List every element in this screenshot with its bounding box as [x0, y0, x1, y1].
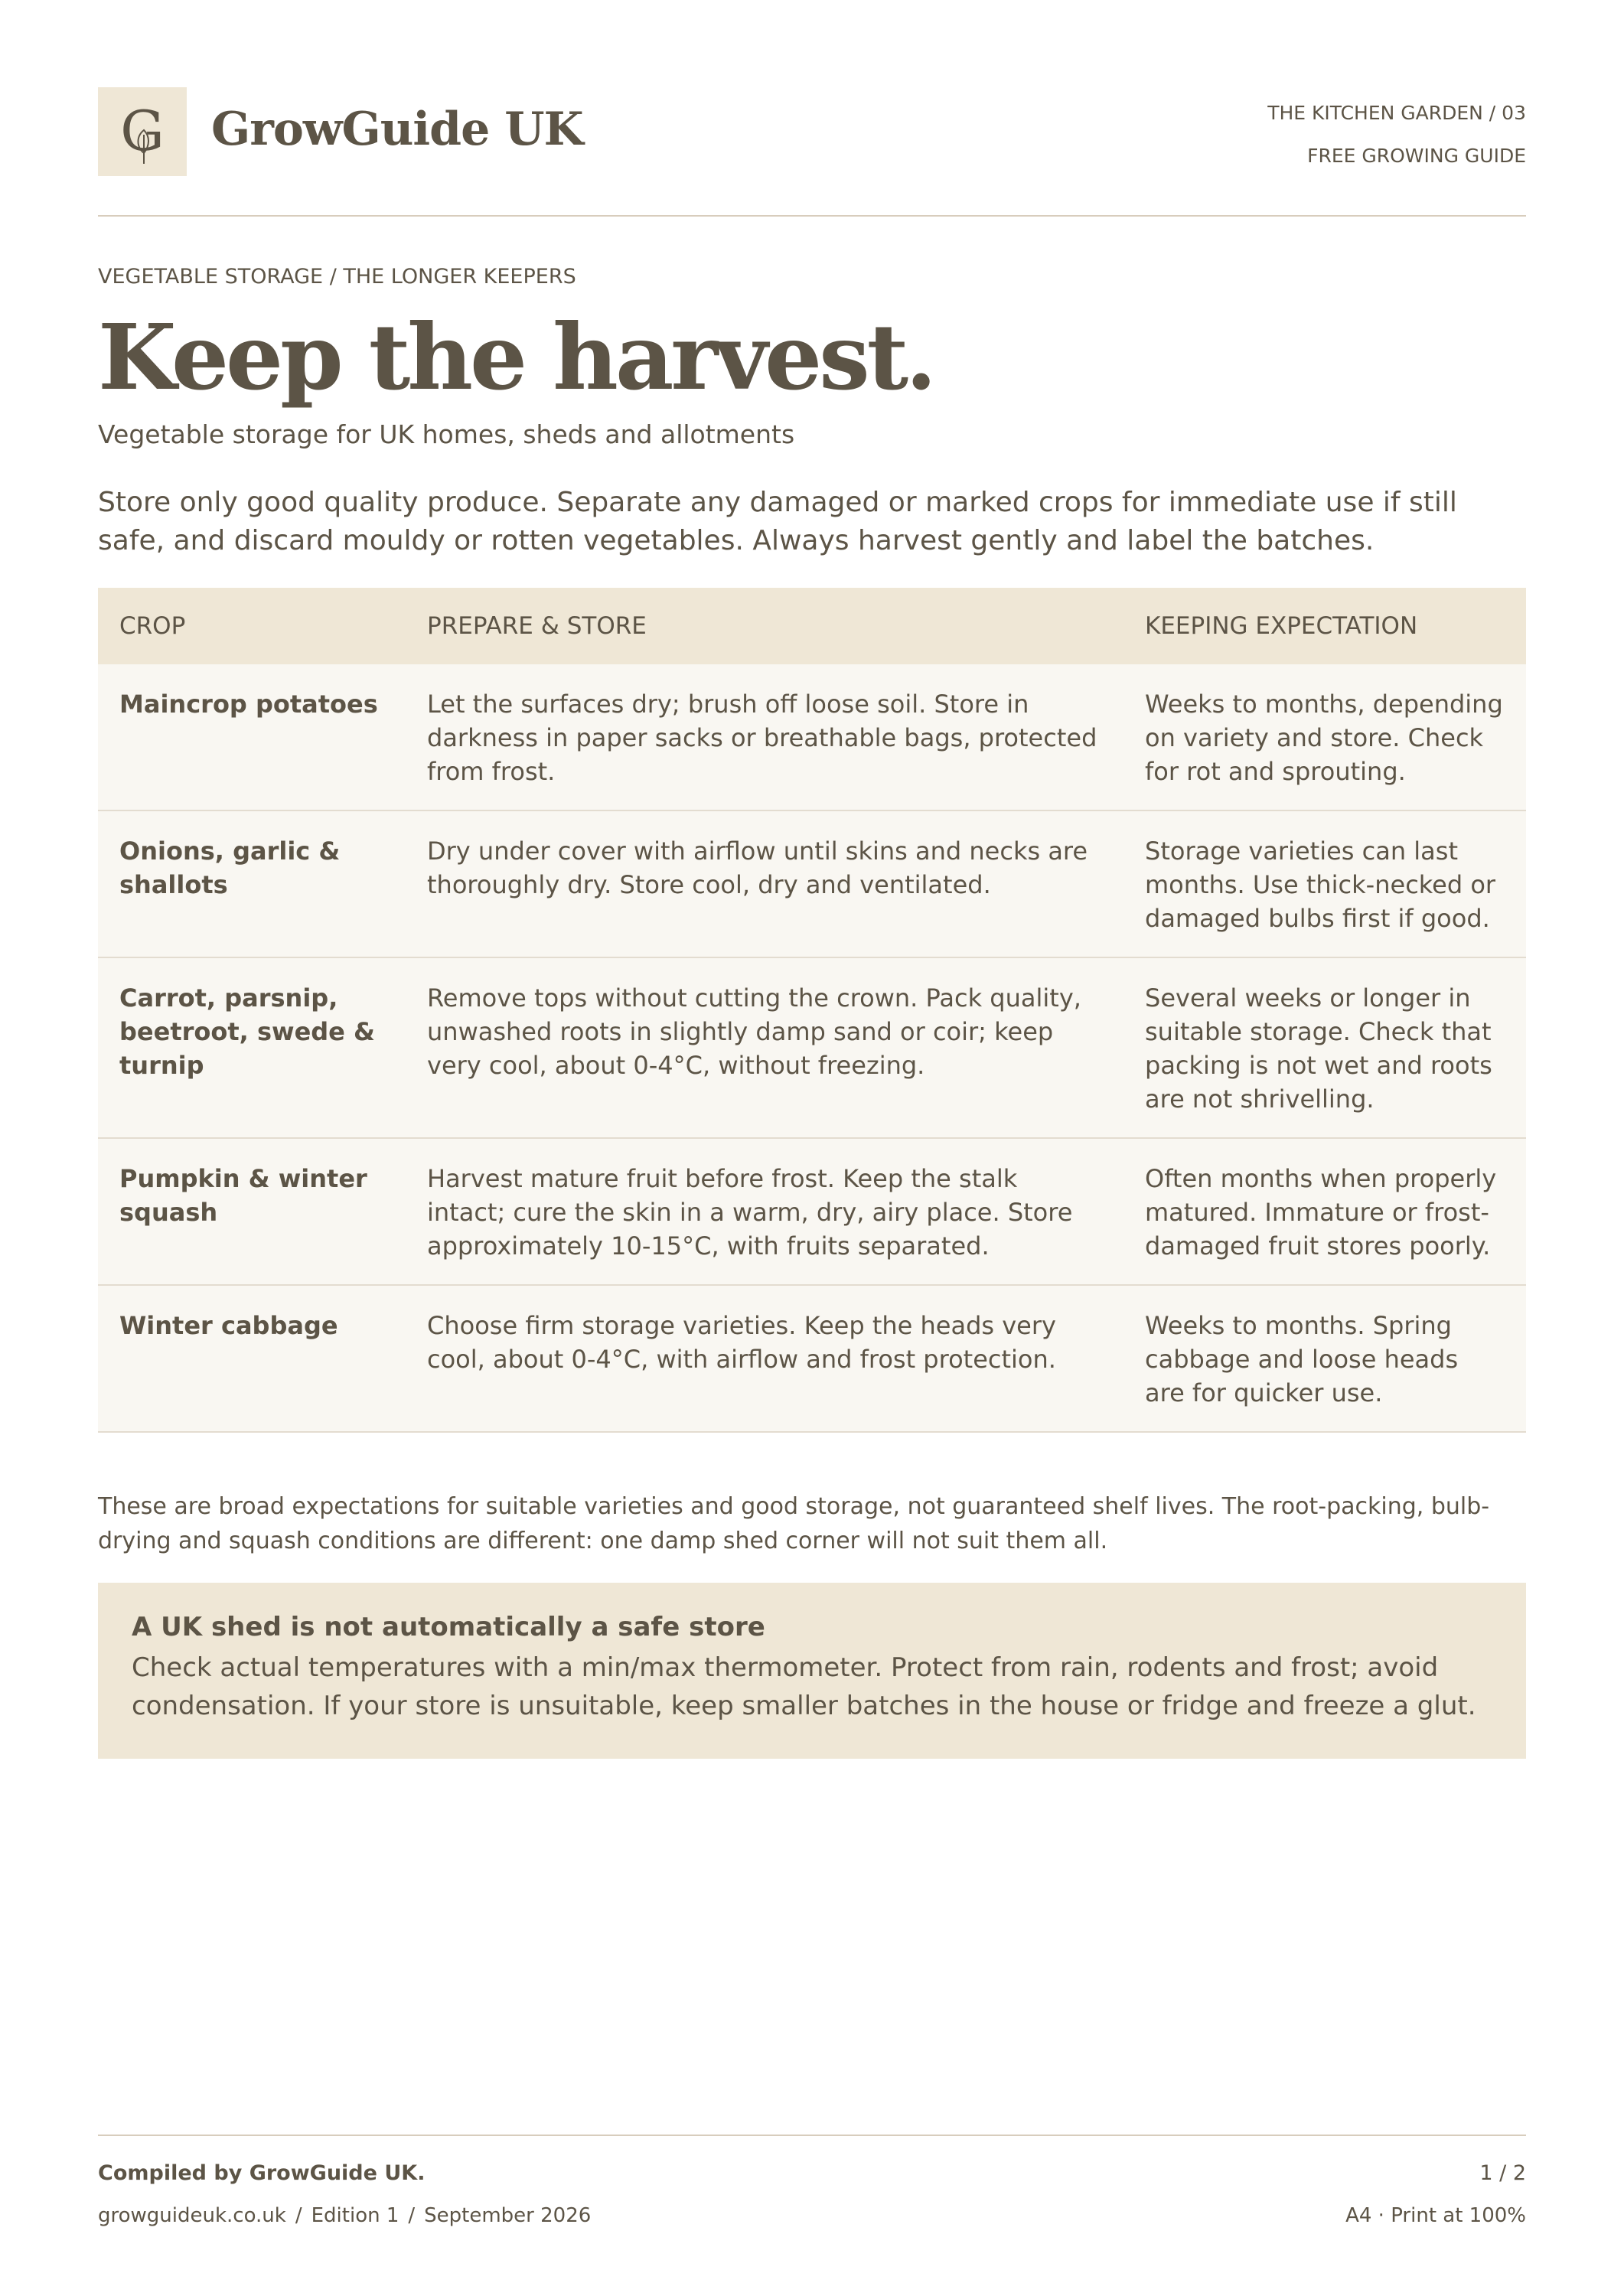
crop-cell: Pumpkin & winter squash: [98, 1138, 406, 1285]
callout-box: [98, 1583, 1526, 1759]
header-meta: [1267, 92, 1526, 178]
page-subtitle: Vegetable storage for UK homes, sheds and allotments: [98, 419, 795, 449]
guide-type-label: FREE GROWING GUIDE: [1307, 145, 1526, 167]
page-number: 1 / 2: [1479, 2161, 1526, 2185]
brand-name: GrowGuide UK: [211, 103, 583, 156]
crop-cell: Maincrop potatoes: [98, 664, 406, 810]
separator: /: [295, 2204, 302, 2227]
table-row: [98, 1285, 1526, 1432]
page-header: [98, 87, 1526, 176]
table-header-row: [98, 588, 1526, 664]
page-title: Keep the harvest.: [98, 304, 934, 410]
expectation-cell: Several weeks or longer in suitable storage. Check that packing is not wet and roots are not shrivelling.: [1123, 957, 1526, 1138]
column-header-crop: CROP: [98, 588, 406, 664]
prepare-cell: Choose firm storage varieties. Keep the heads very cool, about 0-4°C, with airflow and frost protection.: [406, 1285, 1123, 1432]
prepare-cell: Harvest mature fruit before frost. Keep the stalk intact; cure the skin in a warm, dry, airy place. Store approximately 10-15°C, with fruits separated.: [406, 1138, 1123, 1285]
table-footnote: These are broad expectations for suitable varieties and good storage, not guaranteed shelf lives. The root-packing, bulb-drying and squash conditions are different: one damp shed corner will not suit them all.: [98, 1493, 1490, 1554]
intro-paragraph: Store only good quality produce. Separate any damaged or marked crops for immediate use if still safe, and discard mouldy or rotten vegetables. Always harvest gently and label the batches.: [98, 487, 1457, 556]
series-label: THE KITCHEN GARDEN / 03: [1267, 102, 1526, 124]
table-row: [98, 810, 1526, 957]
logo: [98, 87, 187, 176]
expectation-cell: Often months when properly matured. Immature or frost-damaged fruit stores poorly.: [1123, 1138, 1526, 1285]
expectation-cell: Weeks to months. Spring cabbage and loose heads are for quicker use.: [1123, 1285, 1526, 1432]
storage-table: [98, 588, 1526, 1433]
leaf-logo-icon: [98, 87, 187, 176]
prepare-cell: Let the surfaces dry; brush off loose soil. Store in darkness in paper sacks or breathable bags, protected from frost.: [406, 664, 1123, 810]
separator: /: [408, 2204, 416, 2227]
document-page: [98, 0, 1526, 2296]
prepare-cell: Dry under cover with airflow until skins and necks are thoroughly dry. Store cool, dry and ventilated.: [406, 810, 1123, 957]
print-note: A4 · Print at 100%: [1345, 2204, 1526, 2227]
date-label: September 2026: [424, 2204, 592, 2227]
expectation-cell: Storage varieties can last months. Use thick-necked or damaged bulbs first if good.: [1123, 810, 1526, 957]
logo-letter: G: [120, 99, 165, 163]
table-row: [98, 957, 1526, 1138]
column-header-expectation: KEEPING EXPECTATION: [1123, 588, 1526, 664]
callout-body: Check actual temperatures with a min/max thermometer. Protect from rain, rodents and frost; avoid condensation. If your store is unsuitable, keep smaller batches in the house or fridge and freeze a glut.: [132, 1652, 1476, 1721]
crop-cell: Carrot, parsnip, beetroot, swede & turnip: [98, 957, 406, 1138]
table-row: [98, 664, 1526, 810]
header-divider: [98, 215, 1526, 217]
table-row: [98, 1138, 1526, 1285]
website-link[interactable]: growguideuk.co.uk: [98, 2204, 286, 2227]
footer-divider: [98, 2135, 1526, 2136]
crop-cell: Winter cabbage: [98, 1285, 406, 1432]
expectation-cell: Weeks to months, depending on variety and store. Check for rot and sprouting.: [1123, 664, 1526, 810]
callout-title: A UK shed is not automatically a safe store: [132, 1612, 765, 1642]
compiled-by: Compiled by GrowGuide UK.: [98, 2161, 426, 2185]
prepare-cell: Remove tops without cutting the crown. Pack quality, unwashed roots in slightly damp sand or coir; keep very cool, about 0-4°C, without freezing.: [406, 957, 1123, 1138]
footer-meta: [98, 2204, 591, 2227]
edition-label: Edition 1: [311, 2204, 399, 2227]
column-header-prepare: PREPARE & STORE: [406, 588, 1123, 664]
crop-cell: Onions, garlic & shallots: [98, 810, 406, 957]
kicker: VEGETABLE STORAGE / THE LONGER KEEPERS: [98, 265, 576, 289]
